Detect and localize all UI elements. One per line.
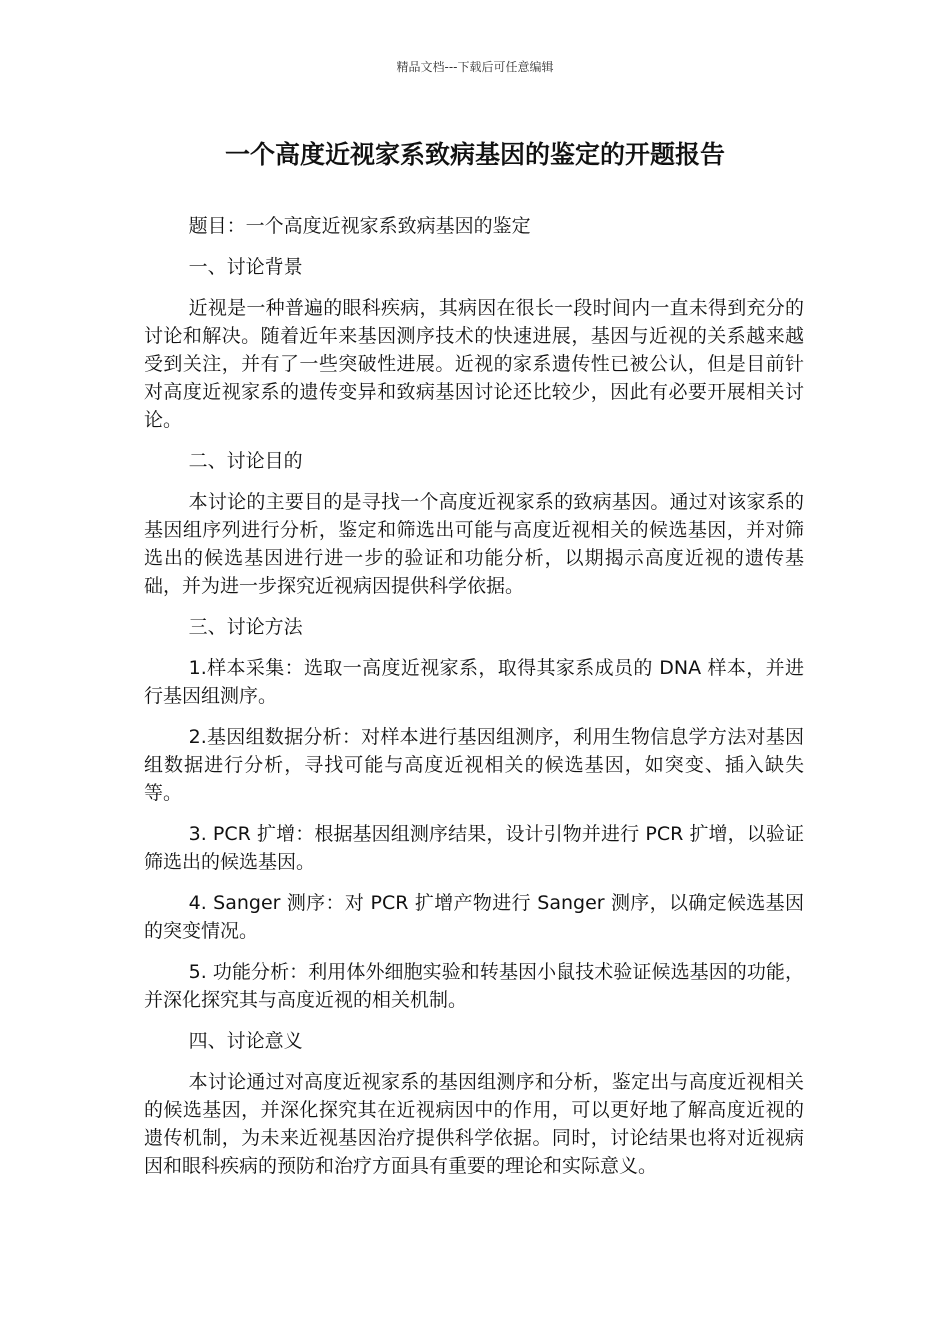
method-item-5: 5. 功能分析：利用体外细胞实验和转基因小鼠技术验证候选基因的功能，并深化探究其与高度近视的相关机制。 [144,961,804,1011]
method-item-3: 3. PCR 扩增：根据基因组测序结果，设计引物并进行 PCR 扩增，以验证筛选出的候选基因。 [144,823,804,873]
section-heading-purpose: 二、讨论目的 [188,450,303,472]
document-body [144,212,804,1193]
section-heading-background: 一、讨论背景 [188,256,303,278]
method-item-4: 4. Sanger 测序：对 PCR 扩增产物进行 Sanger 测序，以确定候选基因的突变情况。 [144,892,804,942]
method-item-1: 1.样本采集：选取一高度近视家系，取得其家系成员的 DNA 样本，并进行基因组测序。 [144,657,804,707]
subject-line: 题目：一个高度近视家系致病基因的鉴定 [188,215,531,237]
section-heading-significance: 四、讨论意义 [188,1030,303,1052]
document-title: 一个高度近视家系致病基因的鉴定的开题报告 [224,140,725,169]
method-item-2: 2.基因组数据分析：对样本进行基因组测序，利用生物信息学方法对基因组数据进行分析，寻找可能与高度近视相关的候选基因，如突变、插入缺失等。 [144,726,804,804]
paragraph-purpose: 本讨论的主要目的是寻找一个高度近视家系的致病基因。通过对该家系的基因组序列进行分析，鉴定和筛选出可能与高度近视相关的候选基因，并对筛选出的候选基因进行进一步的验证和功能分析，以期揭示高度近视的遗传基础，并为进一步探究近视病因提供科学依据。 [144,491,804,597]
section-heading-methods: 三、讨论方法 [188,616,303,638]
page-header-note: 精品文档---下载后可任意编辑 [396,60,554,74]
paragraph-background: 近视是一种普遍的眼科疾病，其病因在很长一段时间内一直未得到充分的讨论和解决。随着近年来基因测序技术的快速进展，基因与近视的关系越来越受到关注，并有了一些突破性进展。近视的家系遗传性已被公认，但是目前针对高度近视家系的遗传变异和致病基因讨论还比较少，因此有必要开展相关讨论。 [144,297,804,431]
paragraph-significance: 本讨论通过对高度近视家系的基因组测序和分析，鉴定出与高度近视相关的候选基因，并深化探究其在近视病因中的作用，可以更好地了解高度近视的遗传机制，为未来近视基因治疗提供科学依据。同时，讨论结果也将对近视病因和眼科疾病的预防和治疗方面具有重要的理论和实际意义。 [144,1071,804,1177]
